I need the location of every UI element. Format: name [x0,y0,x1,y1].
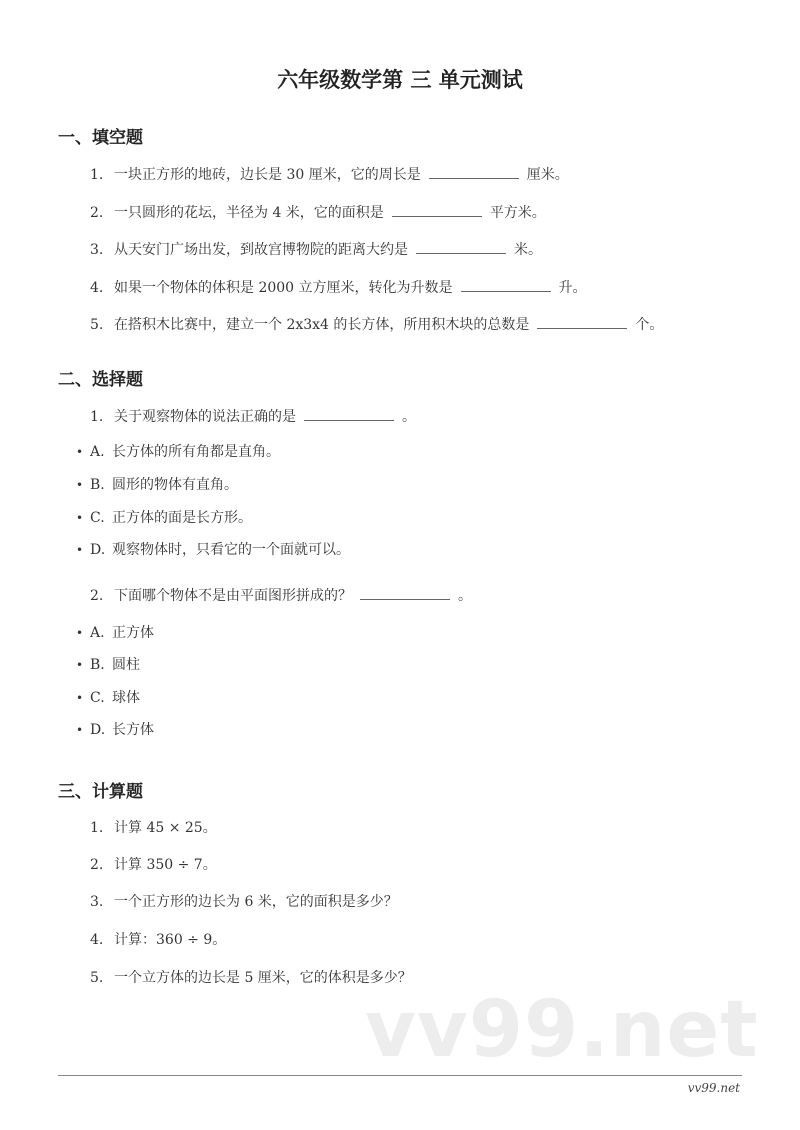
question-number: 1. [90,820,104,836]
watermark: vv99.net [365,985,759,1075]
question-text: 关于观察物体的说法正确的是 [114,409,296,425]
question-text: 如果一个物体的体积是 2000 立方厘米，转化为升数是 [114,280,453,296]
question-number: 1. [90,409,104,425]
question-number: 2. [90,588,104,604]
option-letter: C. [90,510,105,526]
question-number: 3. [90,242,104,258]
option-a[interactable] [76,622,154,642]
question [90,967,412,987]
question-number: 3. [90,894,104,910]
bullet-icon: • [76,723,84,737]
option-d[interactable] [76,719,154,739]
question-text: 从天安门广场出发，到故宫博物院的距离大约是 [114,242,408,258]
question [90,239,542,259]
question-number: 4. [90,280,104,296]
option-b[interactable] [76,474,238,494]
question-number: 1. [90,167,104,183]
option-d[interactable] [76,539,350,559]
option-text: 观察物体时，只看它的一个面就可以。 [112,542,350,558]
answer-blank[interactable] [416,241,506,254]
option-letter: B. [90,657,105,673]
question-text: 一个立方体的边长是 5 厘米，它的体积是多少？ [114,970,412,986]
option-letter: D. [90,722,106,738]
question-unit: 个。 [635,317,664,333]
answer-blank[interactable] [392,204,482,217]
section-heading-calculation: 三、计算题 [58,782,143,802]
answer-blank[interactable] [360,587,450,600]
question-end: 。 [458,588,472,604]
section-heading-multiple-choice: 二、选择题 [58,370,143,390]
option-letter: A. [90,444,105,460]
bullet-icon: • [76,478,84,492]
question-unit: 平方米。 [489,205,546,221]
answer-blank[interactable] [429,166,519,179]
question [90,817,217,837]
bullet-icon: • [76,511,84,525]
question-unit: 米。 [514,242,542,258]
bullet-icon: • [76,543,84,557]
question-text: 计算 350 ÷ 7。 [114,857,217,873]
question-unit: 升。 [558,280,587,296]
question [90,202,546,222]
question-number: 5. [90,970,104,986]
question-number: 2. [90,857,104,873]
option-letter: C. [90,690,105,706]
bullet-icon: • [76,691,84,705]
question [90,164,569,184]
footer-text: vv99.net [687,1081,740,1095]
question-text: 计算：360 ÷ 9。 [114,932,227,948]
question-text: 在搭积木比赛中，建立一个 2x3x4 的长方体，所用积木块的总数是 [114,317,530,333]
bullet-icon: • [76,445,84,459]
question-number: 5. [90,317,104,333]
option-text: 圆柱 [112,657,140,673]
option-text: 长方体 [112,722,154,738]
question [90,277,587,297]
question-text: 计算 45 × 25。 [114,820,217,836]
question [90,929,226,949]
section-heading-fill-in: 一、填空题 [58,128,143,148]
option-b[interactable] [76,654,140,674]
bullet-icon: • [76,658,84,672]
option-letter: B. [90,477,105,493]
answer-blank[interactable] [304,408,394,421]
answer-blank[interactable] [537,316,627,329]
answer-blank[interactable] [461,279,551,292]
question [90,854,217,874]
option-a[interactable] [76,441,280,461]
footer-divider [58,1075,742,1076]
question-text: 一块正方形的地砖，边长是 30 厘米，它的周长是 [114,167,421,183]
option-c[interactable] [76,507,252,527]
question [90,406,416,426]
question [90,314,663,334]
question-text: 一个正方形的边长为 6 米，它的面积是多少？ [114,894,398,910]
question-number: 4. [90,932,104,948]
option-letter: D. [90,542,106,558]
option-c[interactable] [76,687,140,707]
page-title: 六年级数学第 三 单元测试 [277,68,523,92]
question-unit: 厘米。 [526,167,569,183]
question-end: 。 [402,409,416,425]
option-letter: A. [90,625,105,641]
bullet-icon: • [76,626,84,640]
question-text: 下面哪个物体不是由平面图形拼成的？ [114,588,352,604]
option-text: 圆形的物体有直角。 [112,477,238,493]
question [90,891,398,911]
question [90,585,472,605]
option-text: 正方体的面是长方形。 [112,510,252,526]
option-text: 长方体的所有角都是直角。 [112,444,280,460]
question-number: 2. [90,205,104,221]
option-text: 正方体 [112,625,154,641]
question-text: 一只圆形的花坛，半径为 4 米，它的面积是 [114,205,384,221]
option-text: 球体 [112,690,140,706]
